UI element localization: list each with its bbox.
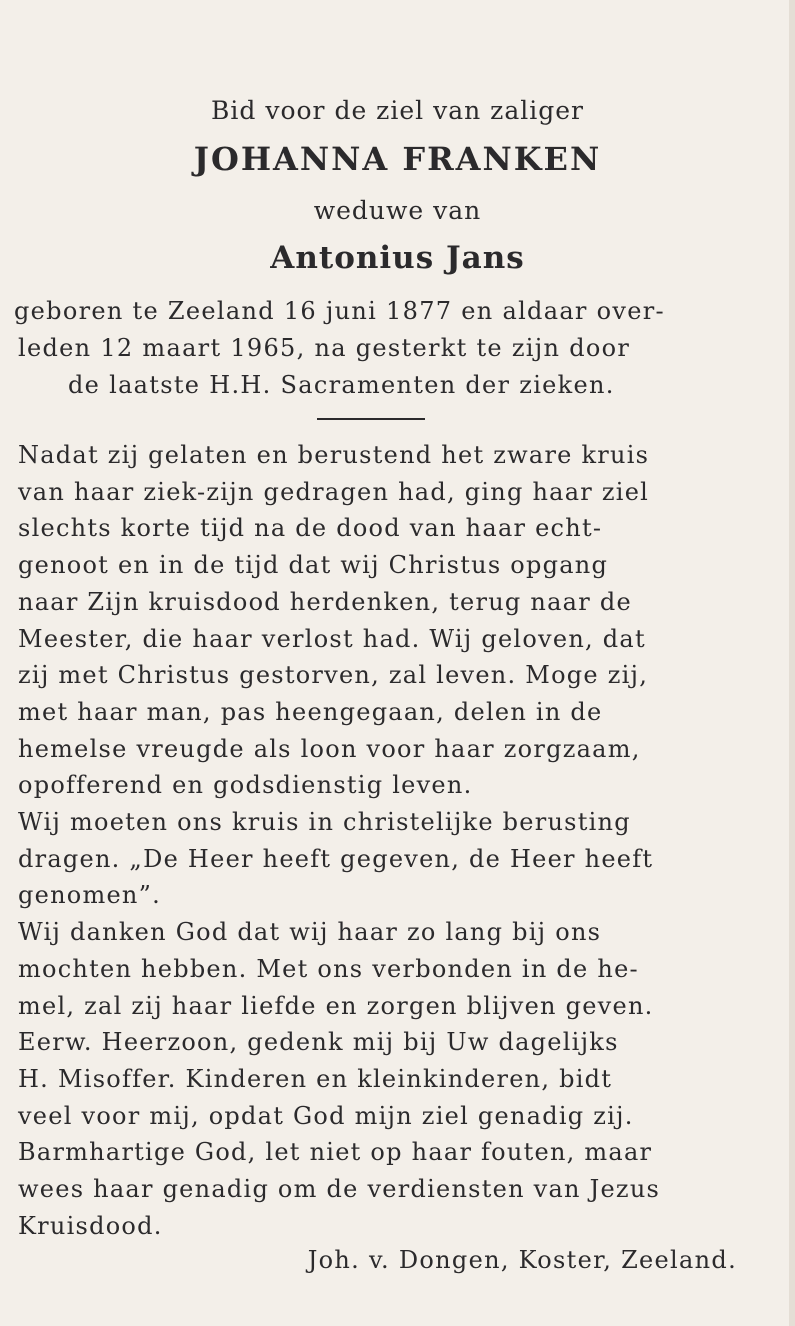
body-line: hemelse vreugde als loon voor haar zorgzaam, — [18, 734, 641, 763]
intro-line: Bid voor de ziel van zaliger — [211, 96, 584, 125]
body-line: wees haar genadig om de verdiensten van Jezus — [18, 1175, 661, 1204]
body-line: Eerw. Heerzoon, gedenk mij bij Uw dagelijks — [18, 1028, 619, 1057]
body-line: mochten hebben. Met ons verbonden in de he- — [18, 954, 639, 983]
body-line: van haar ziek-zijn gedragen had, ging haar ziel — [18, 477, 650, 506]
body-line: Wij moeten ons kruis in christelijke berusting — [18, 808, 631, 837]
dates-line: leden 12 maart 1965, na gesterkt te zijn door — [18, 334, 631, 362]
body-line: H. Misoffer. Kinderen en kleinkinderen, bidt — [18, 1064, 613, 1093]
divider-rule — [317, 418, 425, 420]
body-line: mel, zal zij haar liefde en zorgen blijven geven. — [18, 991, 654, 1020]
spouse-name: Antonius Jans — [270, 240, 525, 276]
body-line: slechts korte tijd na de dood van haar echt- — [18, 514, 603, 543]
body-line: Kruisdood. — [18, 1211, 163, 1240]
body-line: Wij danken God dat wij haar zo lang bij ons — [18, 918, 602, 947]
body-line: genomen”. — [18, 881, 162, 910]
body-line: veel voor mij, opdat God mijn ziel genadig zij. — [18, 1101, 634, 1130]
relation-line: weduwe van — [313, 196, 482, 225]
dates-line: de laatste H.H. Sacramenten der zieken. — [68, 371, 615, 399]
body-line: naar Zijn kruisdood herdenken, terug naar de — [18, 587, 632, 616]
signature-line: Joh. v. Dongen, Koster, Zeeland. — [307, 1246, 737, 1274]
dates-paragraph — [14, 293, 734, 404]
body-paragraph — [18, 437, 738, 1244]
deceased-name: JOHANNA FRANKEN — [193, 140, 602, 178]
body-line: dragen. „De Heer heeft gegeven, de Heer heeft — [18, 844, 654, 873]
body-line: Meester, die haar verlost had. Wij geloven, dat — [18, 624, 646, 653]
body-line: met haar man, pas heengegaan, delen in de — [18, 697, 603, 726]
body-line: opofferend en godsdienstig leven. — [18, 771, 473, 800]
body-line: Barmhartige God, let niet op haar fouten, maar — [18, 1138, 653, 1167]
dates-line: geboren te Zeeland 16 juni 1877 en aldaar over- — [14, 297, 665, 325]
body-line: zij met Christus gestorven, zal leven. Moge zij, — [18, 661, 649, 690]
body-line: Nadat zij gelaten en berustend het zware kruis — [18, 441, 650, 469]
body-line: genoot en in de tijd dat wij Christus opgang — [18, 551, 609, 580]
